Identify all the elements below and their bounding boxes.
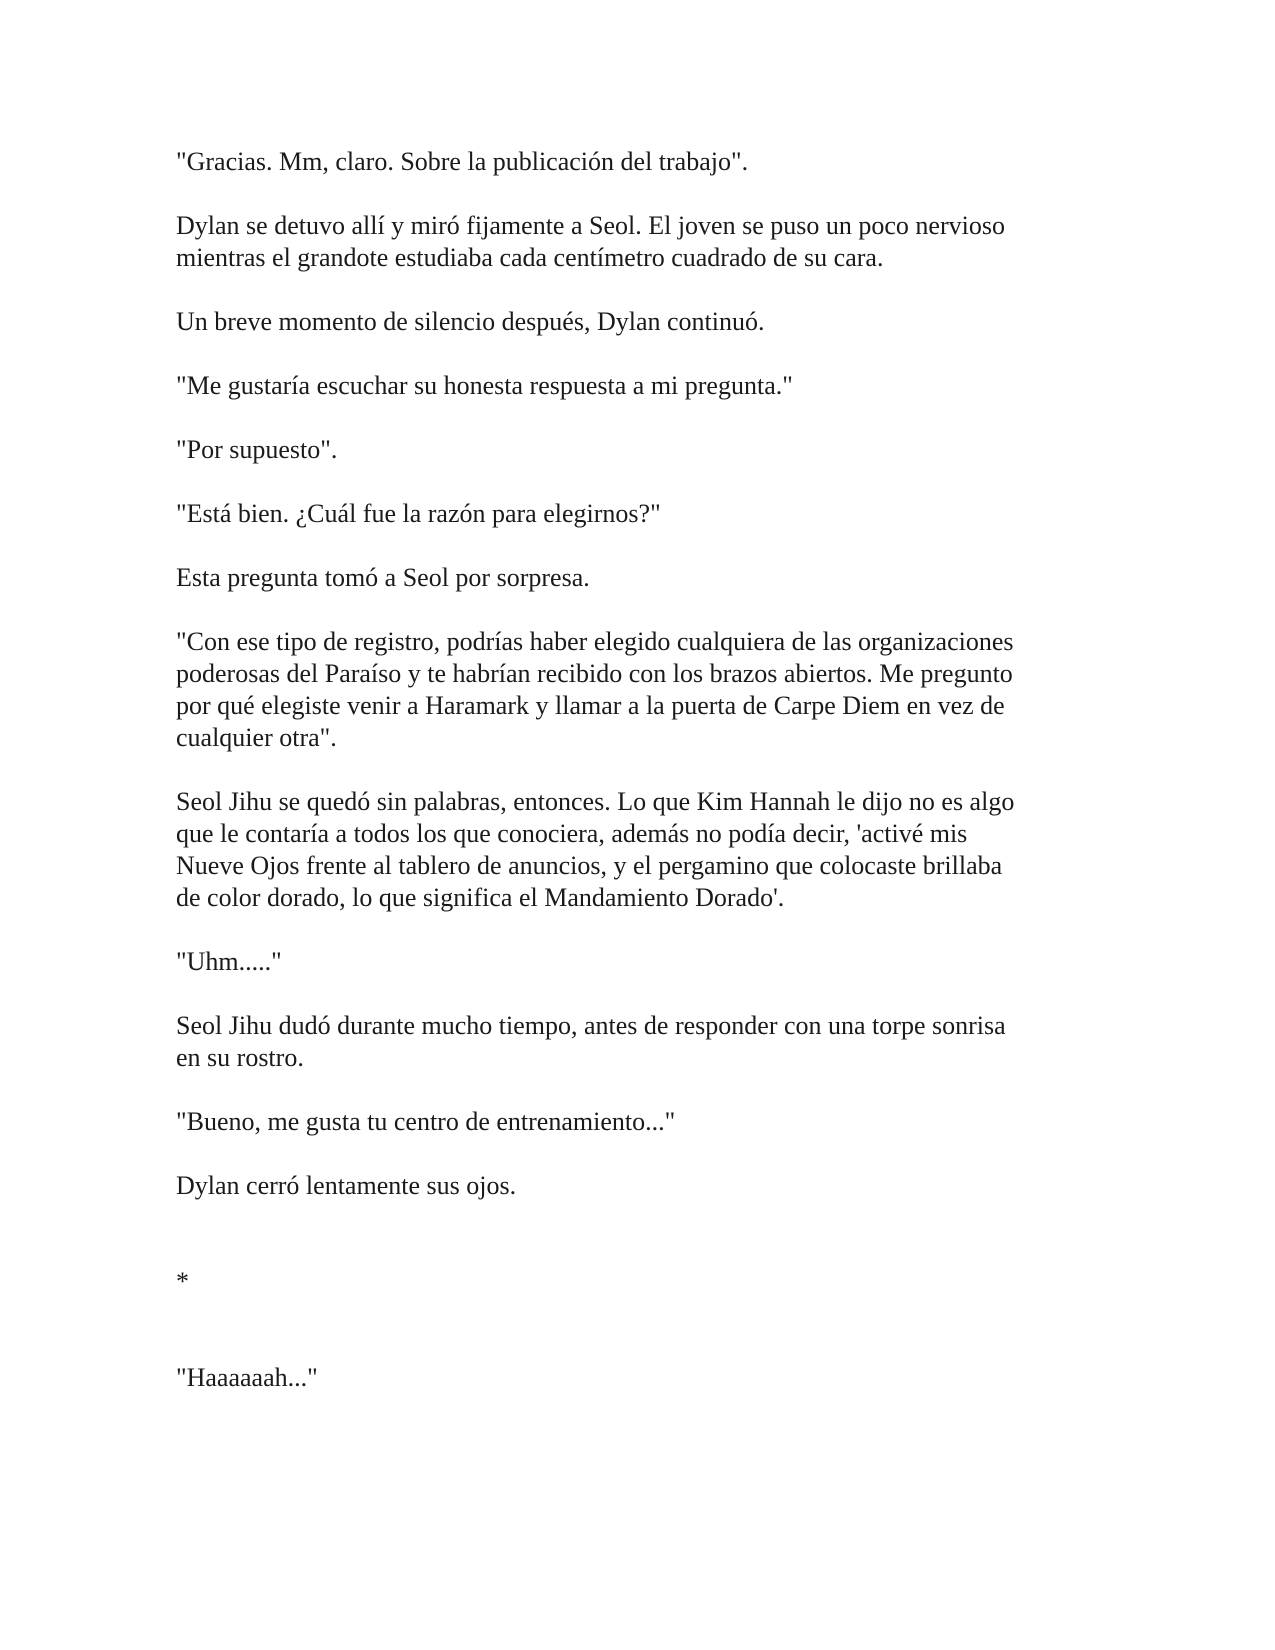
scene-separator: *	[176, 1267, 189, 1296]
paragraph: "Bueno, me gusta tu centro de entrenamiento..."	[176, 1107, 676, 1136]
paragraph: Dylan cerró lentamente sus ojos.	[176, 1171, 517, 1200]
document-body	[176, 146, 1096, 1426]
paragraph: Esta pregunta tomó a Seol por sorpresa.	[176, 563, 590, 592]
paragraph: "Gracias. Mm, claro. Sobre la publicación del trabajo".	[176, 147, 749, 176]
paragraph: Seol Jihu se quedó sin palabras, entonces. Lo que Kim Hannah le dijo no es algo que le contaría a todos los que conociera, además no podía decir, 'activé mis Nueve Ojos frente al tablero de anuncios, y el pergamino que colocaste brillaba de color dorado, lo que significa el Mandamiento Dorado'.	[176, 787, 1015, 912]
paragraph: "Con ese tipo de registro, podrías haber elegido cualquiera de las organizaciones poderosas del Paraíso y te habrían recibido con los brazos abiertos. Me pregunto por qué elegiste venir a Haramark y llamar a la puerta de Carpe Diem en vez de cualquier otra".	[176, 627, 1014, 752]
paragraph: "Me gustaría escuchar su honesta respuesta a mi pregunta."	[176, 371, 793, 400]
blank-space	[176, 1330, 1096, 1362]
paragraph: "Por supuesto".	[176, 435, 338, 464]
paragraph: "Está bien. ¿Cuál fue la razón para elegirnos?"	[176, 499, 661, 528]
paragraph: "Uhm....."	[176, 947, 282, 976]
paragraph-final: "Haaaaaah..."	[176, 1363, 318, 1392]
paragraph: Un breve momento de silencio después, Dylan continuó.	[176, 307, 765, 336]
paragraph: Seol Jihu dudó durante mucho tiempo, antes de responder con una torpe sonrisa en su rostro.	[176, 1011, 1006, 1072]
paragraph: Dylan se detuvo allí y miró fijamente a Seol. El joven se puso un poco nervioso mientras el grandote estudiaba cada centímetro cuadrado de su cara.	[176, 211, 1005, 272]
blank-space	[176, 1234, 1096, 1266]
